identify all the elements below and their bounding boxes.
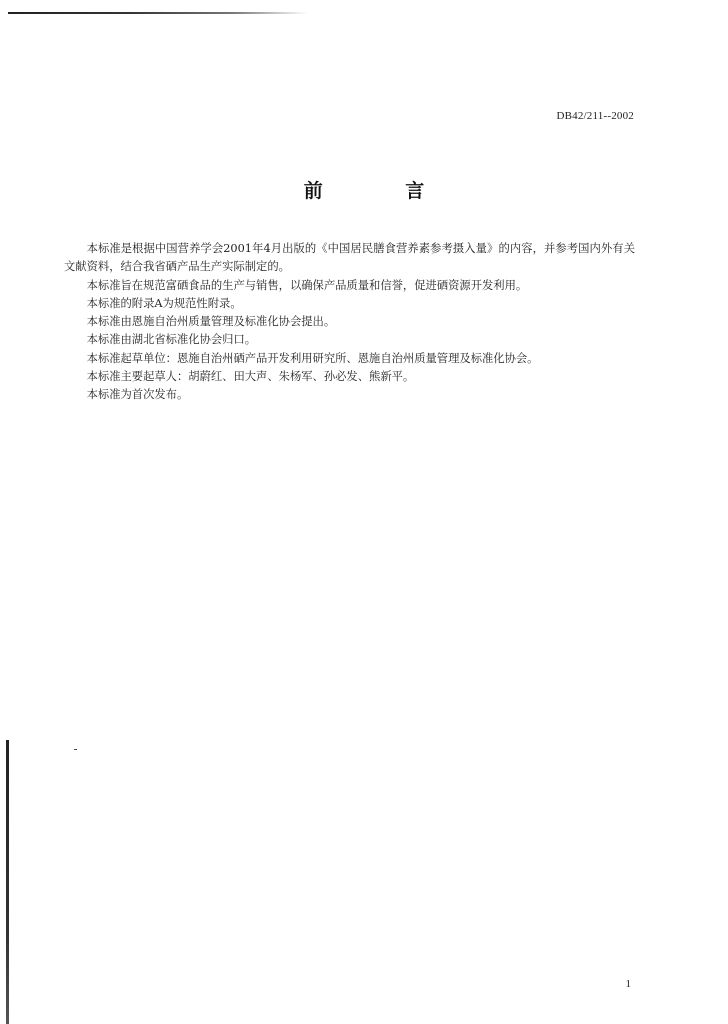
page-title: 前 言 xyxy=(303,180,463,202)
paragraph: 本标准由恩施自治州质量管理及标准化协会提出。 xyxy=(86,315,336,329)
scan-artifact-left-edge xyxy=(6,740,9,1024)
paragraph: 本标准是根据中国营养学会2001年4月出版的《中国居民膳食营养素参考摄入量》的内容，并参考国内外有关文献资料，结合我省硒产品生产实际制定的。 xyxy=(64,242,635,274)
paragraph: 本标准的附录A为规范性附录。 xyxy=(86,296,242,310)
paragraph: 本标准起草单位：恩施自治州硒产品开发利用研究所、恩施自治州质量管理及标准化协会。 xyxy=(86,351,539,365)
page-number: 1 xyxy=(625,978,631,990)
foreword-body xyxy=(64,240,635,405)
scan-artifact-top-line xyxy=(8,12,308,14)
scan-artifact-dot xyxy=(74,749,77,750)
paragraph: 本标准由湖北省标准化协会归口。 xyxy=(86,333,257,347)
document-code: DB42/211--2002 xyxy=(556,110,634,122)
paragraph: 本标准为首次发布。 xyxy=(86,388,189,402)
paragraph: 本标准主要起草人：胡蔚红、田大声、朱杨军、孙必发、熊新平。 xyxy=(86,370,415,384)
paragraph: 本标准旨在规范富硒食品的生产与销售，以确保产品质量和信誉，促进硒资源开发利用。 xyxy=(86,278,528,292)
